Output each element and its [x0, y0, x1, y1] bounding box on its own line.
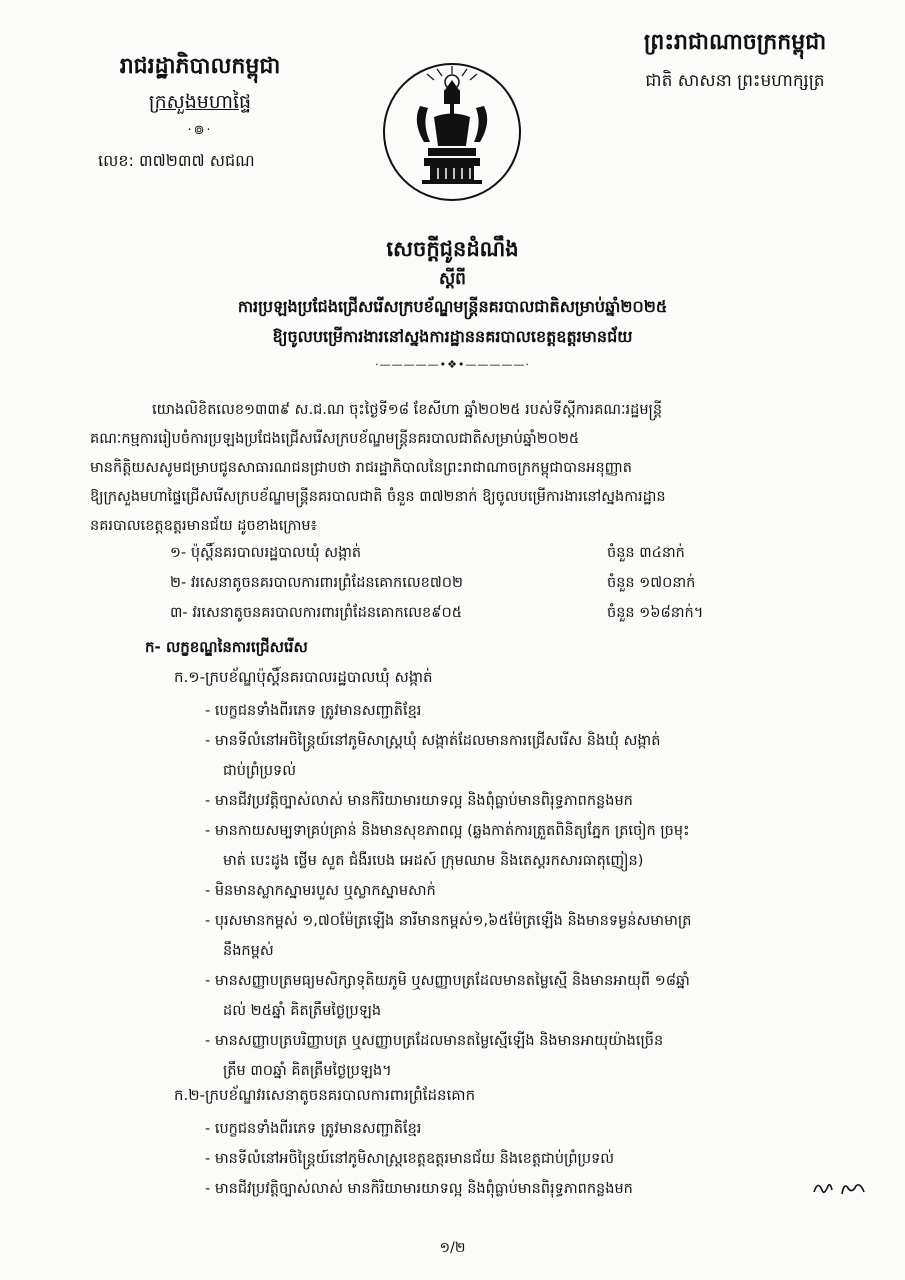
criteria-list-a1 — [205, 696, 865, 1086]
intro-line: យោងលិខិតលេខ១៣៣៩ ស.ជ.ណ ចុះថ្ងៃទី១៨ ខែសីហា ឆ្នាំ២០២៥ របស់ទីស្តីការគណៈរដ្ឋមន្ត្រី — [152, 402, 663, 418]
quota-count: ចំនួន ១៦៨នាក់។ — [607, 605, 704, 621]
quota-row — [170, 574, 810, 595]
quota-label: ២- វរសេនាតូចនគរបាលការពារព្រំដែនគោកលេខ៧០២ — [170, 575, 463, 591]
quota-count: ចំនួន ៣៤នាក់ — [607, 545, 685, 561]
list-item-continuation: ត្រឹម ៣០ឆ្នាំ គិតត្រឹមថ្ងៃប្រឡង។ — [223, 1063, 392, 1079]
intro-line: គណៈកម្មការរៀបចំការប្រឡងប្រជែងជ្រើសរើសក្របខ័ណ្ឌមន្ត្រីនគរបាលជាតិសម្រាប់ឆ្នាំ២០២៥ — [90, 431, 580, 447]
header-ornament: ·៙· — [187, 123, 213, 138]
intro-line: នគរបាលខេត្តឧត្តរមានជ័យ ដូចខាងក្រោម៖ — [90, 518, 317, 534]
section-heading: ក- លក្ខខណ្ឌនៃការជ្រើសរើស — [145, 638, 308, 656]
list-item: - មានទីលំនៅអចិន្ត្រៃយ៍នៅភូមិសាស្ត្រឃុំ សង្កាត់ដែលមានការជ្រើសរើស និងឃុំ សង្កាត់ — [205, 733, 661, 749]
notice-subject-line1: ការប្រឡងប្រជែងជ្រើសរើសក្របខ័ណ្ឌមន្ត្រីនគរបាលជាតិសម្រាប់ឆ្នាំ២០២៥ — [237, 297, 668, 316]
reference-number: លេខ: ៣៧២៣៧ សជណ — [98, 151, 255, 170]
intro-line: មានកិត្តិយសសូមជម្រាបជូនសាធារណជនជ្រាបថា រាជរដ្ឋាភិបាលនៃព្រះរាជាណាចក្រកម្ពុជាបានអនុញ្ញាត — [90, 460, 632, 476]
list-item: - មានជីវប្រវត្តិច្បាស់លាស់ មានកិរិយាមារយាទល្អ និងពុំធ្លាប់មានពិរុទ្ធភាពកន្លងមក — [205, 1181, 633, 1197]
national-motto: ជាតិ សាសនា ព្រះមហាក្សត្រ — [645, 71, 825, 91]
list-item: - បេក្ខជនទាំងពីរភេទ ត្រូវមានសញ្ជាតិខ្មែរ — [205, 1121, 422, 1137]
quota-row — [170, 544, 810, 565]
list-item: - មានជីវប្រវត្តិច្បាស់លាស់ មានកិរិយាមារយាទល្អ និងពុំធ្លាប់មានពិរុទ្ធភាពកន្លងមក — [205, 793, 633, 809]
list-item-continuation: ដល់ ២៥ឆ្នាំ គិតត្រឹមថ្ងៃប្រឡង — [223, 1003, 382, 1019]
quota-count: ចំនួន ១៧០នាក់ — [607, 575, 696, 591]
government-name: រាជរដ្ឋាភិបាលកម្ពុជា — [119, 54, 281, 79]
intro-paragraph — [90, 396, 852, 541]
notice-title: សេចក្តីជូនដំណឹង — [386, 237, 519, 261]
initials-signature — [812, 1178, 867, 1198]
list-item: - មានទីលំនៅអចិន្ត្រៃយ៍នៅភូមិសាស្ត្រខេត្តឧត្តរមានជ័យ និងខេត្តជាប់ព្រំប្រទល់ — [205, 1151, 615, 1167]
list-item: - បុរសមានកម្ពស់ ១,៧០ម៉ែត្រឡើង នារីមានកម្ពស់១,៦៥ម៉ែត្រឡើង និងមានទម្ងន់សមាមាត្រ — [205, 913, 692, 929]
title-divider: ·—————•❖•—————· — [375, 358, 530, 371]
quota-row — [170, 604, 810, 625]
notice-subject-line2: ឱ្យចូលបម្រើការងារនៅស្នងការដ្ឋាននគរបាលខេត្តឧត្តរមានជ័យ — [272, 327, 633, 346]
royal-emblem-icon — [382, 62, 522, 202]
ministry-header — [75, 52, 325, 141]
kingdom-name: ព្រះរាជាណាចក្រកម្ពុជា — [643, 30, 827, 55]
list-item: - មិនមានស្លាកស្នាមរបួស ឬស្លាកស្នាមសាក់ — [205, 883, 436, 899]
intro-line: ឱ្យក្រសួងមហាផ្ទៃជ្រើសរើសក្របខ័ណ្ឌមន្ត្រីនគរបាលជាតិ ចំនួន ៣៧២នាក់ ឱ្យចូលបម្រើការងារនៅស្នងការដ្ឋាន — [90, 489, 666, 505]
criteria-list-a2 — [205, 1114, 865, 1204]
list-item: - មានសញ្ញាបត្រមធ្យមសិក្សាទុតិយភូមិ ឬសញ្ញាបត្រដែលមានតម្លៃស្មើ និងមានអាយុពី ១៨ឆ្នាំ — [205, 973, 690, 989]
page-number: ១/២ — [439, 1240, 466, 1256]
quota-label: ៣- វរសេនាតូចនគរបាលការពារព្រំដែនគោកលេខ៩០៥ — [170, 605, 463, 621]
quota-label: ១- ប៉ុស្តិ៍នគរបាលរដ្ឋបាលឃុំ សង្កាត់ — [170, 545, 362, 561]
list-item: - មានកាយសម្បទាគ្រប់គ្រាន់ និងមានសុខភាពល្អ (ឆ្លងកាត់ការត្រួតពិនិត្យភ្នែក ត្រចៀក ច្រមុះ — [205, 823, 690, 839]
list-item: - មានសញ្ញាបត្របរិញ្ញាបត្រ ឬសញ្ញាបត្រដែលមានតម្លៃស្មើឡើង និងមានអាយុយ៉ាងច្រើន — [205, 1033, 664, 1049]
list-item: - បេក្ខជនទាំងពីរភេទ ត្រូវមានសញ្ជាតិខ្មែរ — [205, 703, 422, 719]
kingdom-header — [600, 28, 870, 95]
ministry-name: ក្រសួងមហាផ្ទៃ — [148, 91, 252, 113]
subsection-heading: ក.១-ក្របខ័ណ្ឌប៉ុស្តិ៍នគរបាលរដ្ឋបាលឃុំ សង្កាត់ — [174, 668, 433, 686]
subsection-heading: ក.២-ក្របខ័ណ្ឌវរសេនាតូចនគរបាលការពារព្រំដែនគោក — [174, 1086, 476, 1104]
list-item-continuation: ជាប់ព្រំប្រទល់ — [223, 763, 297, 779]
notice-subject-label: ស្តីពី — [439, 269, 466, 289]
list-item-continuation: មាត់ បេះដូង ថ្លើម សួត ជំងឺរបេង អេដស៍ ក្រុមឈាម និងតេស្តរកសារធាតុញៀន) — [223, 853, 644, 869]
list-item-continuation: នឹងកម្ពស់ — [223, 943, 274, 959]
